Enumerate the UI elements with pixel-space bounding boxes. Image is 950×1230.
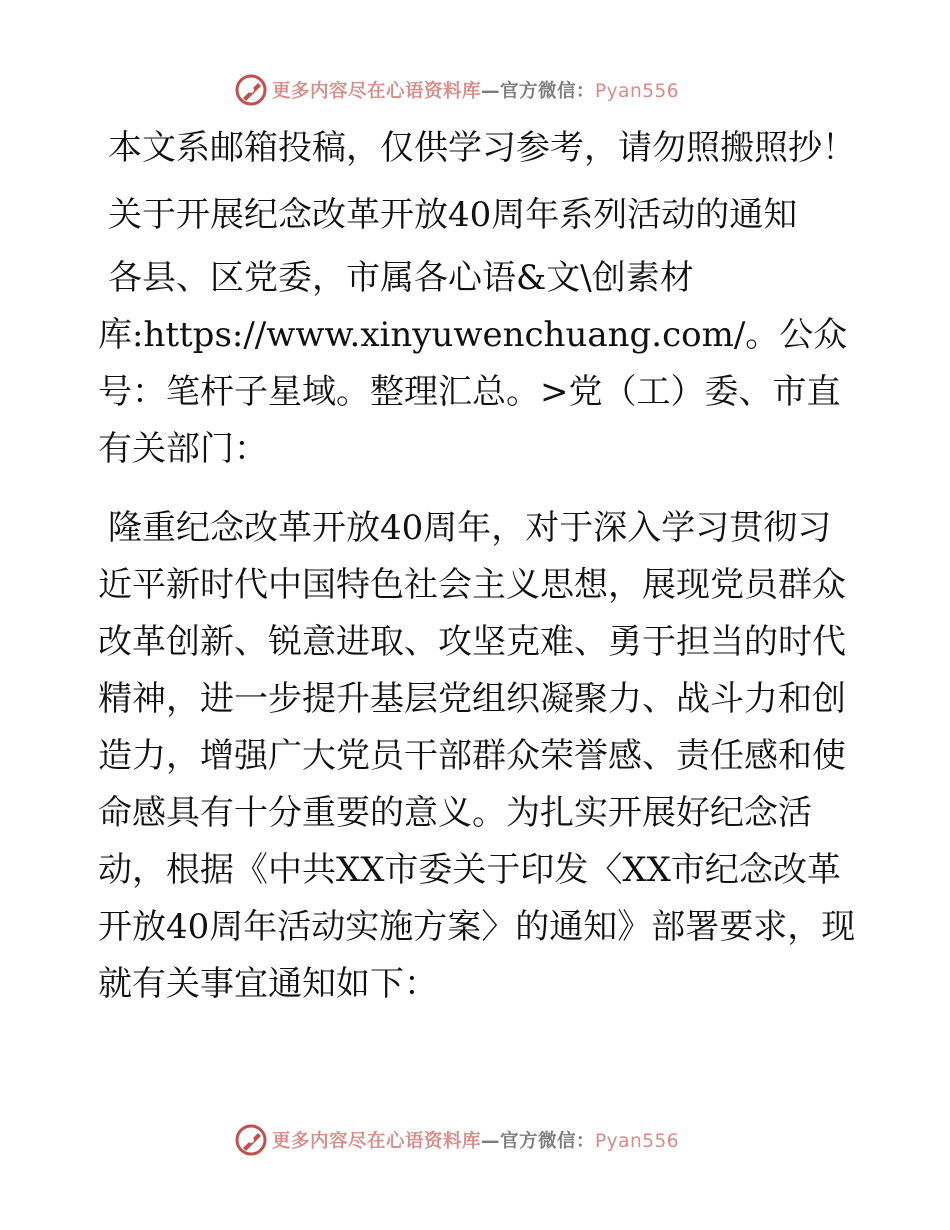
watermark-official: —官方微信： (481, 81, 596, 102)
pen-logo-icon (234, 1123, 268, 1157)
watermark-id: Pyan556 (595, 81, 680, 102)
disclaimer: 本文系邮箱投稿，仅供学习参考，请勿照搬照抄！ (108, 128, 856, 168)
watermark-official: —官方微信： (481, 1131, 596, 1152)
document-body (98, 120, 858, 1013)
watermark-id: Pyan556 (595, 1131, 680, 1152)
pen-logo-icon (234, 73, 268, 107)
watermark-text (272, 77, 679, 103)
watermark-top (234, 70, 714, 110)
watermark-text (272, 1127, 679, 1153)
watermark-bottom (234, 1120, 714, 1160)
watermark-brand: 更多内容尽在心语资料库 (272, 81, 482, 102)
salutation: 各县、区党委，市属各心语&文\创素材库:https://www.xinyuwenchuang.com/。公众号：笔杆子星域。整理汇总。>党（工）委、市直有关部门： (98, 258, 848, 469)
document-title: 关于开展纪念改革开放40周年系列活动的通知 (108, 195, 798, 235)
body-paragraph: 隆重纪念改革开放40周年，对于深入学习贯彻习近平新时代中国特色社会主义思想，展现党员群众改革创新、锐意进取、攻坚克难、勇于担当的时代精神，进一步提升基层党组织凝聚力、战斗力和创造力，增强广大党员干部群众荣誉感、责任感和使命感具有十分重要的意义。为扎实开展好纪念活动，根据《中共XX市委关于印发〈XX市纪念改革开放40周年活动实施方案〉的通知》部署要求，现就有关事宜通知如下： (98, 508, 856, 1004)
watermark-brand: 更多内容尽在心语资料库 (272, 1131, 482, 1152)
